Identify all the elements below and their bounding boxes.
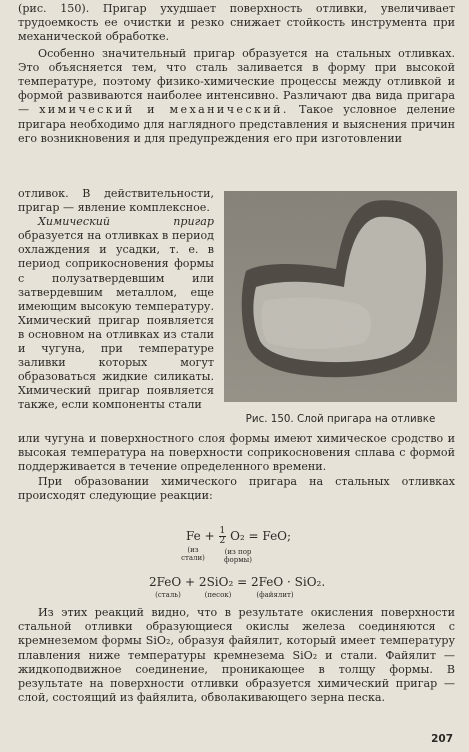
equation-1 [186, 527, 291, 546]
chemical-term [18, 215, 214, 228]
text-block-bottom [18, 606, 455, 705]
eq2-note-sand: (песок) [204, 591, 232, 599]
eq1-o2: O₂ = FeO; [230, 529, 292, 543]
narrow-column-text [18, 187, 214, 413]
pригар-kinds-spaced: химический и механический. [39, 103, 289, 117]
text-block-top [18, 2, 455, 146]
eq2-note-fayalite: (файялит) [256, 591, 294, 599]
eq1-frac-num: 1 [219, 526, 226, 536]
eq2-note-steel: (сталь) [155, 591, 181, 599]
photo-grain [224, 191, 457, 402]
chemical-term-italic: Химический пригар [38, 215, 214, 229]
page-number: 207 [431, 733, 453, 745]
eq1-frac-den: 2 [219, 536, 226, 546]
eq1-plus: + [204, 529, 215, 543]
eq1-fraction [219, 527, 227, 546]
paragraph-reactions-intro: При образовании химического пригара на стальных отливках происходят следующие реакции: [18, 474, 455, 502]
eq1-note-fe: (из стали) [181, 546, 205, 562]
paragraph-top: (рис. 150). Пригар ухудшает поверхность отливки, увеличивает трудоемкость ее очистки и резко снижает стойкость инструмента при механической обработке. [18, 2, 455, 44]
figure-caption: Рис. 150. Слой пригара на отливке [245, 413, 436, 425]
paragraph-final: Из этих реакций видно, что в результате окисления поверхности стальной отливки образующиеся окислы железа соединяются с кремнеземом формы SiO₂, образуя файялит, который имеет температуру плавления ниже температуры кремнезема SiO₂ и стали. Файялит — жидкоподвижное соединение, проникающее в толщу формы. В результате на поверхности отливки образуется химический пригар — слой, состоящий из файялита, обволакивающего зерна песка. [18, 606, 455, 705]
figure-casting-photo [224, 191, 457, 402]
narrow-text-body: образуется на отливках в период охлаждения и усадки, т. е. в период соприкосновения формы с полузатвердевшим или затвердевшим металлом, еще имеющим высокую температуру. Химический пригар появляется в основном на отливках из стали и чугуна, при температуре заливки которых могут образоваться жидкие силикаты. Химический пригар появляется также, если компоненты стали [18, 229, 214, 412]
eq1-fe: Fe [186, 529, 201, 543]
paragraph-steel [18, 47, 455, 146]
equation-2: 2FeO + 2SiO₂ = 2FeO · SiO₂. [149, 575, 326, 589]
casting-photo-illustration [224, 191, 457, 402]
eq1-note-o2: (из пор формы) [224, 548, 252, 564]
paragraph-steel-end: Такое условное деление пригара необходимо для наглядного представления и выяснения причин его возникновения и для предупреждения его при изготовлении [18, 103, 456, 145]
paragraph-steel-start: Особенно значительный пригар образуется на стальных отливках. Это объясняется тем, что сталь заливается в форму при высокой температуре, поэтому физико-химические процессы между отливкой и формой развиваются наиболее интенсивно. Различают два вида пригара — [18, 46, 455, 117]
paragraph-continue: или чугуна и поверхностного слоя формы имеют химическое сродство и высокая температура на поверхности соприкосновения сплава с формой поддерживается в течение определенного времени. [18, 432, 455, 474]
narrow-text-start: отливок. В действительности, пригар — явление комплексное. [18, 187, 214, 215]
text-block-middle [18, 432, 455, 503]
